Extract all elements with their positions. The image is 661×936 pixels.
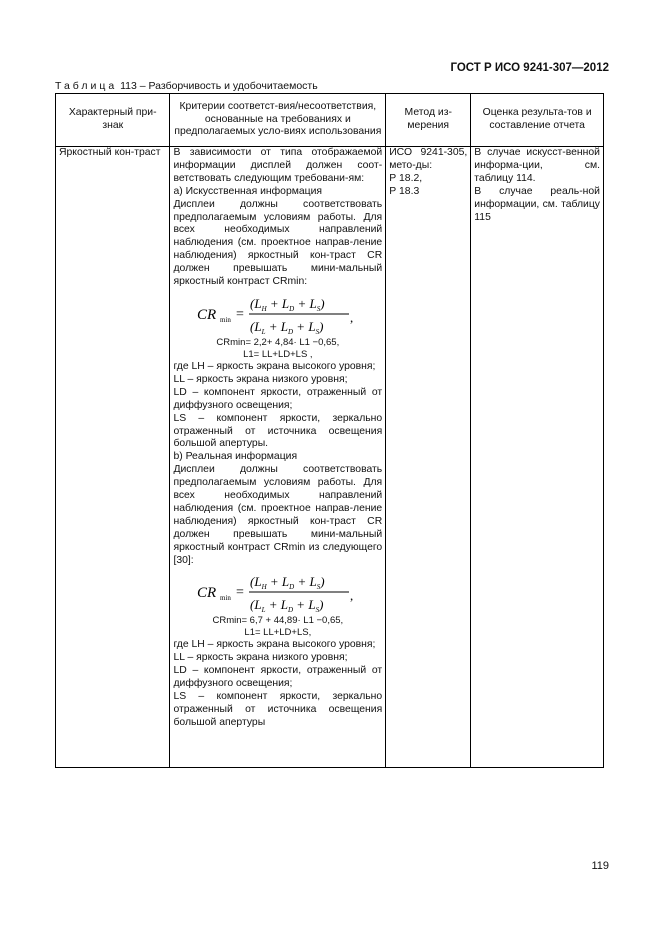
where-b-specular: LS – компонент яркости, зеркально отраженный от источника освещения большой апертуры	[173, 691, 383, 728]
report-line: В случае реаль-ной информации, см. таблицу 115	[474, 185, 600, 223]
column-header-criteria: Критерии соответст-вия/несоответствия, основанные на требованиях и предполагаемых усло-виях использования	[170, 94, 386, 147]
method-line: Р 18.3	[389, 185, 420, 197]
svg-text:,: ,	[349, 588, 354, 604]
table-header-row	[56, 94, 604, 147]
svg-text:=: =	[235, 585, 244, 601]
method-line: Р 18.2,	[389, 172, 423, 184]
table-caption-label: Таблица	[55, 80, 118, 92]
svg-text:,: ,	[349, 309, 354, 325]
formula-b-fraction	[193, 569, 363, 615]
document-standard-header: ГОСТ Р ИСО 9241-307—2012	[450, 62, 609, 74]
svg-text:CR: CR	[196, 585, 216, 602]
svg-text:(LH + LD + LS): $(L_H + L_D + L_S)$	[249, 574, 325, 592]
formula-a-fraction	[193, 291, 363, 337]
formula-a-equation: CRmin= 2,2+ 4,84· L1 −0,65,	[216, 336, 340, 348]
svg-text:=: =	[235, 306, 244, 322]
table-caption	[55, 80, 318, 92]
where-a-low: LL – яркость экрана низкого уровня;	[173, 373, 348, 385]
column-header-method: Метод из-мерения	[386, 94, 471, 147]
svg-text:min: min	[219, 594, 231, 603]
svg-text:(LH + LD + LS): $(L_H + L_D + L_S)$	[249, 295, 325, 313]
where-a-high: где LН – яркость экрана высокого уровня;	[173, 360, 376, 372]
cell-report	[471, 147, 604, 768]
report-line: В случае искусст-венной информа-ции, см. таблицу 114.	[474, 147, 600, 184]
svg-text:(LL + LD + LS): $(L_L + L_D + L_S)$	[249, 597, 324, 615]
cell-feature: Яркостный кон-траст	[56, 147, 170, 768]
formula-b-equation: CRmin= 6,7 + 44,89· L1 −0,65,	[212, 615, 344, 627]
cell-criteria	[170, 147, 386, 768]
method-line: ИСО 9241-305, мето-ды:	[389, 147, 468, 171]
criteria-intro: В зависимости от типа отображаемой информации дисплей должен соот-ветствовать следующим требовани-ям:	[173, 147, 383, 184]
svg-text:min: min	[219, 315, 231, 324]
svg-text:CR: CR	[196, 306, 216, 323]
where-a-diffuse: LD – компонент яркости, отраженный от диффузного освещения;	[173, 386, 383, 411]
page-number: 119	[591, 860, 609, 872]
criteria-b-title: b) Реальная информация	[173, 451, 298, 463]
formula-a-l1: L1= LL+LD+LS ,	[243, 348, 313, 360]
column-header-feature: Характерный при-знак	[56, 94, 170, 147]
legibility-table	[55, 93, 604, 768]
criteria-b-text: Дисплеи должны соответствовать предполагаемым условиям работы. Для всех необходимых направлений наблюдения (см. проектное направ-ление наблюдения) яркостный кон-траст CR должен превышать мини-мальный яркостный контраст CRmin из следующего [30]:	[173, 464, 383, 566]
where-b-high: где LН – яркость экрана высокого уровня;	[173, 639, 376, 651]
criteria-a-text: Дисплеи должны соответствовать предполагаемым условиям работы. Для всех необходимых направлений наблюдения (см. проектное направ-ление наблюдения) яркостный кон-траст CR должен превышать мини-мальный яркостный контраст CRmin:	[173, 198, 383, 288]
cell-method	[386, 147, 471, 768]
where-b-diffuse: LD – компонент яркости, отраженный от диффузного освещения;	[173, 665, 383, 690]
formula-a	[173, 291, 382, 337]
criteria-a-title: а) Искусственная информация	[173, 185, 323, 197]
where-a-specular: LS – компонент яркости, зеркально отраженный от источника освещения большой апертуры.	[173, 412, 383, 450]
formula-b-l1: L1= LL+LD+LS,	[244, 627, 312, 639]
where-b-low: LL – яркость экрана низкого уровня;	[173, 652, 348, 664]
table-caption-text: 113 – Разборчивость и удобочитаемость	[120, 80, 318, 92]
table-row	[56, 147, 604, 768]
svg-text:(LL + LD + LS): $(L_L + L_D + L_S)$	[249, 318, 324, 336]
column-header-report: Оценка результа-тов и составление отчета	[471, 94, 604, 147]
formula-b	[173, 569, 382, 615]
